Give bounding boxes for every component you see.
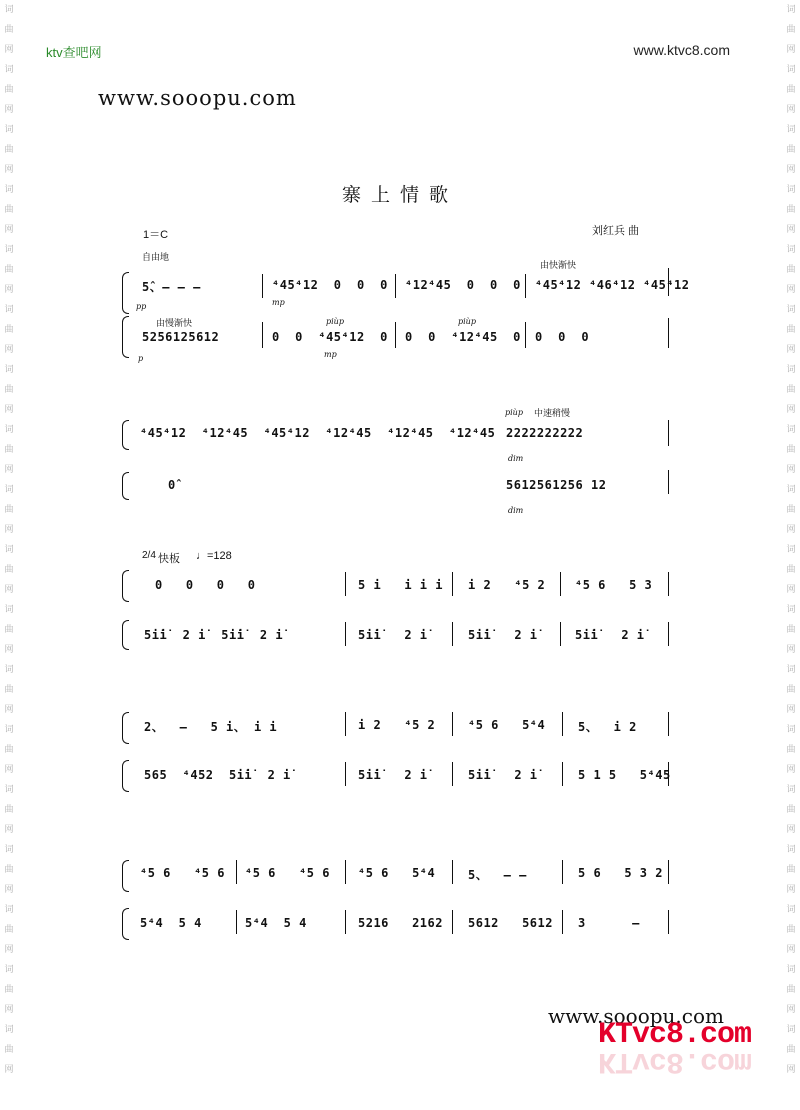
side-watermark-char: 网 xyxy=(786,585,796,595)
side-watermark-char: 曲 xyxy=(4,1045,14,1055)
system-brace xyxy=(122,570,129,602)
measure: 5 6 5 3 2 xyxy=(578,866,663,880)
side-watermark-char: 曲 xyxy=(786,265,796,275)
measure: 5i̇i̇ 2 i̇ 5i̇i̇ 2 i̇ xyxy=(144,628,284,642)
system-brace xyxy=(122,472,129,500)
barline xyxy=(668,712,669,736)
barline xyxy=(452,572,453,596)
side-watermark-char: 曲 xyxy=(4,25,14,35)
side-watermark-char: 曲 xyxy=(4,205,14,215)
barline xyxy=(395,322,396,348)
measure: i 2 ⁴5 2 xyxy=(468,578,546,592)
side-watermark-char: 词 xyxy=(4,485,14,495)
dynamic-marking: dim xyxy=(508,454,524,463)
side-watermark-char: 网 xyxy=(786,945,796,955)
side-watermark-char: 网 xyxy=(786,45,796,55)
dynamic-marking: mp xyxy=(272,298,285,307)
side-watermark-char: 网 xyxy=(786,465,796,475)
side-watermark-char: 曲 xyxy=(786,565,796,575)
side-watermark-char: 词 xyxy=(4,605,14,615)
source-url-bottom: www.sooopu.com xyxy=(548,1004,724,1028)
side-watermark-char: 词 xyxy=(786,965,796,975)
side-watermark-char: 词 xyxy=(4,845,14,855)
side-watermark-left xyxy=(2,0,16,1110)
barline xyxy=(452,910,453,934)
side-watermark-char: 词 xyxy=(4,425,14,435)
side-watermark-char: 网 xyxy=(786,285,796,295)
side-watermark-char: 词 xyxy=(786,425,796,435)
side-watermark-char: 网 xyxy=(4,885,14,895)
side-watermark-char: 曲 xyxy=(4,145,14,155)
side-watermark-char: 曲 xyxy=(786,325,796,335)
system-brace xyxy=(122,620,129,650)
barline xyxy=(452,712,453,736)
side-watermark-char: 网 xyxy=(4,285,14,295)
side-watermark-char: 网 xyxy=(4,405,14,415)
dynamic-marking: piùp xyxy=(326,317,344,326)
side-watermark-char: 词 xyxy=(4,125,14,135)
site-logo: KTvc8.com xyxy=(598,1018,752,1052)
side-watermark-char: 词 xyxy=(4,245,14,255)
barline xyxy=(345,712,346,736)
side-watermark-char: 曲 xyxy=(4,505,14,515)
measure: ⁴45⁴12 ⁴12⁴45 ⁴45⁴12 ⁴12⁴45 ⁴12⁴45 ⁴12⁴45 xyxy=(140,426,496,440)
barline xyxy=(262,274,263,298)
side-watermark-right xyxy=(784,0,798,1110)
side-watermark-char: 网 xyxy=(786,225,796,235)
measure: 5i̇i̇ 2 i̇ xyxy=(468,628,538,642)
side-watermark-char: 曲 xyxy=(786,505,796,515)
measure: 5 i i i i xyxy=(358,578,443,592)
dynamic-marking: dim xyxy=(508,506,524,515)
measure: 5612561256 12 xyxy=(506,478,607,492)
side-watermark-char: 词 xyxy=(786,845,796,855)
system-brace xyxy=(122,908,129,940)
side-watermark-char: 曲 xyxy=(4,985,14,995)
measure: 5i̇i̇ 2 i̇ xyxy=(358,768,428,782)
measure: ⁴5 6 5⁴4 xyxy=(468,718,546,732)
dynamic-marking: mp xyxy=(324,350,337,359)
barline xyxy=(562,860,563,884)
dynamic-marking: p xyxy=(138,354,144,363)
barline xyxy=(668,910,669,934)
barline xyxy=(395,274,396,298)
side-watermark-char: 曲 xyxy=(786,145,796,155)
side-watermark-char: 网 xyxy=(786,825,796,835)
side-watermark-char: 网 xyxy=(786,765,796,775)
side-watermark-char: 网 xyxy=(786,885,796,895)
side-watermark-char: 词 xyxy=(786,185,796,195)
measure: ⁴12⁴45 0 0 0 xyxy=(405,278,521,292)
measure: ⁴5 6 5⁴4 xyxy=(358,866,436,880)
side-watermark-char: 网 xyxy=(786,1065,796,1075)
dynamic-marking: pp xyxy=(136,302,147,311)
barline xyxy=(345,860,346,884)
barline xyxy=(262,322,263,348)
barline xyxy=(452,860,453,884)
side-watermark-char: 曲 xyxy=(786,1045,796,1055)
measure: 0 0 0 xyxy=(535,330,590,344)
side-watermark-char: 网 xyxy=(786,645,796,655)
side-watermark-char: 词 xyxy=(786,305,796,315)
barline xyxy=(345,572,346,596)
side-watermark-char: 网 xyxy=(786,1005,796,1015)
barline xyxy=(345,622,346,646)
barline xyxy=(562,910,563,934)
key-signature: 1＝C xyxy=(143,229,169,241)
side-watermark-char: 网 xyxy=(4,45,14,55)
barline xyxy=(345,910,346,934)
side-watermark-char: 网 xyxy=(786,165,796,175)
tempo-marking: 快板 xyxy=(158,553,180,565)
side-watermark-char: 词 xyxy=(4,785,14,795)
measure: 0 0 0 0 xyxy=(155,578,256,592)
side-watermark-char: 网 xyxy=(786,525,796,535)
side-watermark-char: 网 xyxy=(4,165,14,175)
source-url-top: www.sooopu.com xyxy=(98,86,297,110)
side-watermark-char: 曲 xyxy=(786,985,796,995)
side-watermark-char: 曲 xyxy=(4,625,14,635)
system-brace xyxy=(122,712,129,744)
side-watermark-char: 曲 xyxy=(4,565,14,575)
side-watermark-char: 词 xyxy=(786,1025,796,1035)
side-watermark-char: 曲 xyxy=(786,205,796,215)
system-brace xyxy=(122,860,129,892)
side-watermark-char: 曲 xyxy=(4,445,14,455)
side-watermark-char: 网 xyxy=(4,765,14,775)
side-watermark-char: 词 xyxy=(4,65,14,75)
measure: 5i̇i̇ 2 i̇ xyxy=(575,628,645,642)
measure: i 2 ⁴5 2 xyxy=(358,718,436,732)
barline xyxy=(668,762,669,786)
side-watermark-char: 网 xyxy=(4,465,14,475)
barline xyxy=(236,910,237,934)
side-watermark-char: 网 xyxy=(4,345,14,355)
side-watermark-char: 网 xyxy=(786,405,796,415)
site-logo-reflection: KTvc8.com xyxy=(598,1044,752,1078)
composer: 刘红兵 曲 xyxy=(592,225,640,237)
measure: 5、 — — xyxy=(468,868,527,882)
measure: 5⁴4 5 4 xyxy=(140,916,202,930)
time-signature: 2/4 xyxy=(142,550,156,561)
measure: 5256125612 xyxy=(142,330,220,344)
measure: 5612 5612 xyxy=(468,916,553,930)
side-watermark-char: 曲 xyxy=(786,745,796,755)
side-watermark-char: 词 xyxy=(4,365,14,375)
side-watermark-char: 曲 xyxy=(786,925,796,935)
side-watermark-char: 网 xyxy=(786,105,796,115)
side-watermark-char: 网 xyxy=(786,705,796,715)
side-watermark-char: 词 xyxy=(4,305,14,315)
tempo-marking: 中速稍慢 xyxy=(534,408,571,418)
barline xyxy=(668,622,669,646)
measure: 0̂ xyxy=(168,478,176,492)
side-watermark-char: 曲 xyxy=(4,925,14,935)
side-watermark-char: 词 xyxy=(4,725,14,735)
side-watermark-char: 曲 xyxy=(4,745,14,755)
side-watermark-char: 词 xyxy=(786,605,796,615)
measure: 2、 — 5 i、 i i xyxy=(144,720,278,734)
measure: 5̂、— — — xyxy=(142,280,201,294)
page-title: 寨上情歌 xyxy=(341,184,458,206)
side-watermark-char: 网 xyxy=(4,945,14,955)
barline xyxy=(668,860,669,884)
barline xyxy=(668,318,669,348)
tempo-marking: 由慢渐快 xyxy=(156,318,193,328)
side-watermark-char: 词 xyxy=(786,905,796,915)
measure: 0 0 ⁴45⁴12 0 xyxy=(272,330,388,344)
side-watermark-char: 词 xyxy=(786,365,796,375)
side-watermark-char: 曲 xyxy=(786,865,796,875)
side-watermark-char: 词 xyxy=(4,1025,14,1035)
measure: ⁴45⁴12 0 0 0 xyxy=(272,278,388,292)
side-watermark-char: 词 xyxy=(4,5,14,15)
side-watermark-char: 词 xyxy=(786,545,796,555)
side-watermark-char: 网 xyxy=(4,105,14,115)
measure: 565 ⁴452 5i̇i̇ 2 i̇ xyxy=(144,768,291,782)
side-watermark-char: 网 xyxy=(4,225,14,235)
side-watermark-char: 曲 xyxy=(4,265,14,275)
measure: ⁴5 6 5 3 xyxy=(575,578,653,592)
watermark-right: www.ktvc8.com xyxy=(633,42,730,58)
side-watermark-char: 曲 xyxy=(4,325,14,335)
side-watermark-char: 网 xyxy=(4,1065,14,1075)
side-watermark-char: 曲 xyxy=(786,85,796,95)
side-watermark-char: 词 xyxy=(4,185,14,195)
measure: 5 1 5 5⁴45 xyxy=(578,768,671,782)
side-watermark-char: 词 xyxy=(786,65,796,75)
side-watermark-char: 曲 xyxy=(786,685,796,695)
measure: ⁴5 6 ⁴5 6 xyxy=(140,866,225,880)
barline xyxy=(560,572,561,596)
side-watermark-char: 词 xyxy=(4,965,14,975)
barline xyxy=(452,622,453,646)
barline xyxy=(668,572,669,596)
side-watermark-char: 网 xyxy=(4,645,14,655)
dynamic-marking: piùp xyxy=(458,317,476,326)
side-watermark-char: 词 xyxy=(786,125,796,135)
side-watermark-char: 曲 xyxy=(4,805,14,815)
side-watermark-char: 网 xyxy=(4,585,14,595)
system-brace xyxy=(122,760,129,792)
barline xyxy=(236,860,237,884)
barline xyxy=(668,470,669,494)
barline xyxy=(525,274,526,298)
watermark-left: ktv查吧网 xyxy=(46,45,102,60)
side-watermark-char: 词 xyxy=(786,485,796,495)
side-watermark-char: 曲 xyxy=(786,25,796,35)
side-watermark-char: 词 xyxy=(786,725,796,735)
measure: 5、 i 2 xyxy=(578,720,637,734)
side-watermark-char: 网 xyxy=(4,1005,14,1015)
side-watermark-char: 曲 xyxy=(4,385,14,395)
side-watermark-char: 网 xyxy=(786,345,796,355)
barline xyxy=(668,268,669,296)
side-watermark-char: 网 xyxy=(4,705,14,715)
tempo-marking: 由快渐快 xyxy=(540,260,577,270)
side-watermark-char: 词 xyxy=(786,785,796,795)
measure: 3 — xyxy=(578,916,640,930)
measure: 5216 2162 xyxy=(358,916,443,930)
side-watermark-char: 词 xyxy=(786,665,796,675)
tempo-marking: 自由地 xyxy=(142,252,170,262)
side-watermark-char: 词 xyxy=(4,665,14,675)
barline xyxy=(562,712,563,736)
measure: ⁴5 6 ⁴5 6 xyxy=(245,866,330,880)
side-watermark-char: 曲 xyxy=(786,385,796,395)
measure: 2222222222 xyxy=(506,426,584,440)
side-watermark-char: 曲 xyxy=(786,625,796,635)
measure: ⁴45⁴12 ⁴46⁴12 ⁴45⁴12 xyxy=(535,278,690,292)
metronome-marking: ♩=128 xyxy=(196,550,232,562)
measure: 5i̇i̇ 2 i̇ xyxy=(358,628,428,642)
measure: 0 0 ⁴12⁴45 0 xyxy=(405,330,521,344)
barline xyxy=(452,762,453,786)
side-watermark-char: 词 xyxy=(4,545,14,555)
barline xyxy=(345,762,346,786)
side-watermark-char: 曲 xyxy=(4,685,14,695)
side-watermark-char: 网 xyxy=(4,825,14,835)
system-brace xyxy=(122,316,129,358)
side-watermark-char: 曲 xyxy=(786,805,796,815)
system-brace xyxy=(122,272,129,314)
dynamic-marking: piùp xyxy=(505,408,523,417)
system-brace xyxy=(122,420,129,450)
side-watermark-char: 词 xyxy=(786,5,796,15)
side-watermark-char: 曲 xyxy=(786,445,796,455)
side-watermark-char: 词 xyxy=(786,245,796,255)
measure: 5⁴4 5 4 xyxy=(245,916,307,930)
barline xyxy=(562,762,563,786)
side-watermark-char: 网 xyxy=(4,525,14,535)
side-watermark-char: 曲 xyxy=(4,85,14,95)
side-watermark-char: 词 xyxy=(4,905,14,915)
side-watermark-char: 曲 xyxy=(4,865,14,875)
barline xyxy=(560,622,561,646)
barline xyxy=(525,322,526,348)
barline xyxy=(668,420,669,446)
measure: 5i̇i̇ 2 i̇ xyxy=(468,768,538,782)
